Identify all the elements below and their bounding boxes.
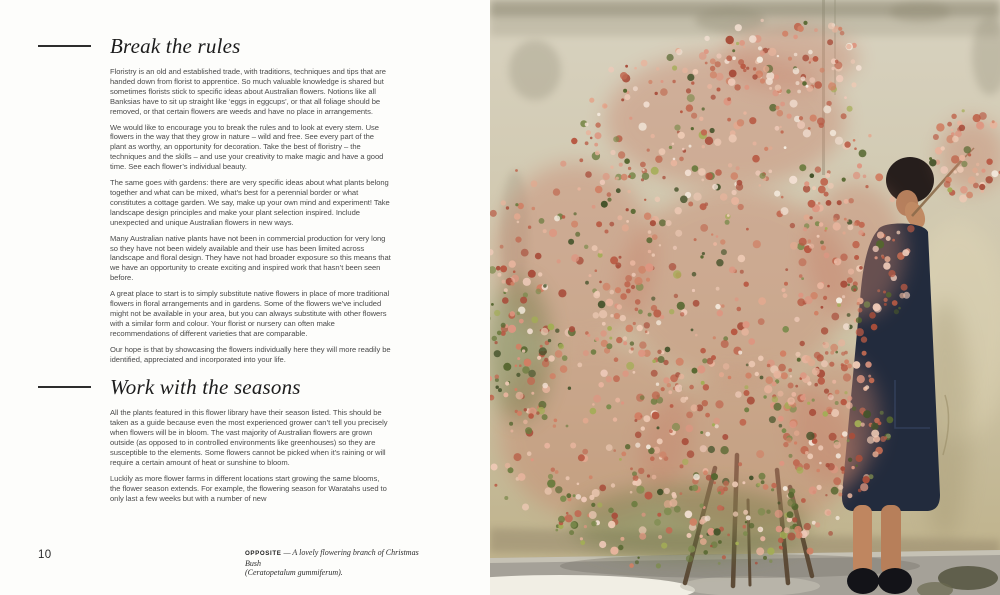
section-heading: Break the rules	[110, 34, 241, 58]
page-number: 10	[38, 549, 52, 561]
photo-page	[490, 0, 1000, 595]
person-shoe	[847, 568, 879, 594]
christmas-bush-photo	[490, 0, 1000, 595]
caption-label: OPPOSITE	[245, 550, 282, 557]
body-paragraph: All the plants featured in this flower library have their season listed. This should be taken as a guide because even the most experienced grower can’t tell you precisely when flowers will be in bloom. The vast majority of Australian flowers are grown outside (as opposed to in controlled environments like greenhouses) so they are susceptible to the elements. Some flowers cannot be picked when it’s raining or will require a certain amount of heat or sunshine to bloom.	[110, 408, 388, 467]
photo-caption	[245, 548, 420, 578]
caption-species: (Ceratopetalum gummiferum).	[245, 568, 343, 577]
heading-rule	[38, 45, 91, 47]
caption-text: — A lovely flowering branch of Christmas Bush	[245, 548, 419, 568]
body-paragraph: Our hope is that by showcasing the flowers individually here they will more readily be identified, appreciated and incorporated into your life.	[110, 344, 391, 364]
body-paragraph: A great place to start is to simply substitute native flowers in place of more traditional flowers in floral arrangements and in gardens. Some of the flowers we’ve included might not be available in your area, but you can always substitute with other flowers with a similar form and colour. Your florist or nursery can often make recommendations of different varieties that are comparable.	[110, 289, 390, 338]
body-paragraph: Many Australian native plants have not been in commercial production for very long so they have not been widely available and their use has been limited across landscape and floral design. They have not had broader exposure so this means that we have an opportunity to create exciting and inspired work that hasn’t been seen before.	[110, 233, 391, 283]
left-page	[0, 0, 490, 595]
person-leg	[881, 505, 901, 575]
section-work-with-the-seasons	[110, 375, 391, 503]
section-heading: Work with the seasons	[110, 375, 301, 400]
body-paragraph: We would like to encourage you to break the rules and to look at every stem. Use flowers in the way that they grow in nature – wild and free. See every part of the plant as worthy, an opportunity for decoration. Take the best of floristry – the techniques and the skills – and use your creativity to make magic and have a good time. See each flower’s individual beauty.	[110, 122, 384, 172]
text-column	[110, 34, 391, 510]
body-paragraph: The same goes with gardens: there are very specific ideas about what plants belong together and what can be mixed, what’s best for a perennial border or what constitutes a cottage garden. We say, make up your own mind and experiment! Take landscape design principles and make your plant selection inspired. Include unexpected and unique Australian flowers in new ways.	[110, 178, 390, 227]
heading-row	[110, 34, 391, 58]
body-paragraph: Luckily as more flower farms in different locations start growing the same blooms, the flower season extends. For example, the flowering season for Waratahs used to only last a few weeks but with a number of new	[110, 473, 387, 503]
body-paragraph: Floristry is an old and established trade, with traditions, techniques and tips that are handed down from florist to apprentice. So much valuable knowledge is shared but sometimes florists stick to specific ideas about Australian flowers. Notions like all Banksias have to sit up straight like ‘eggs in eggcups’, or that all foliage should be removed, or that certain flowers are weeds and have no place in arrangements.	[110, 67, 386, 116]
person-leg	[853, 505, 872, 575]
person-shoe	[878, 568, 912, 594]
heading-row	[110, 375, 391, 399]
section-break-the-rules	[110, 34, 391, 364]
heading-rule	[38, 386, 91, 388]
